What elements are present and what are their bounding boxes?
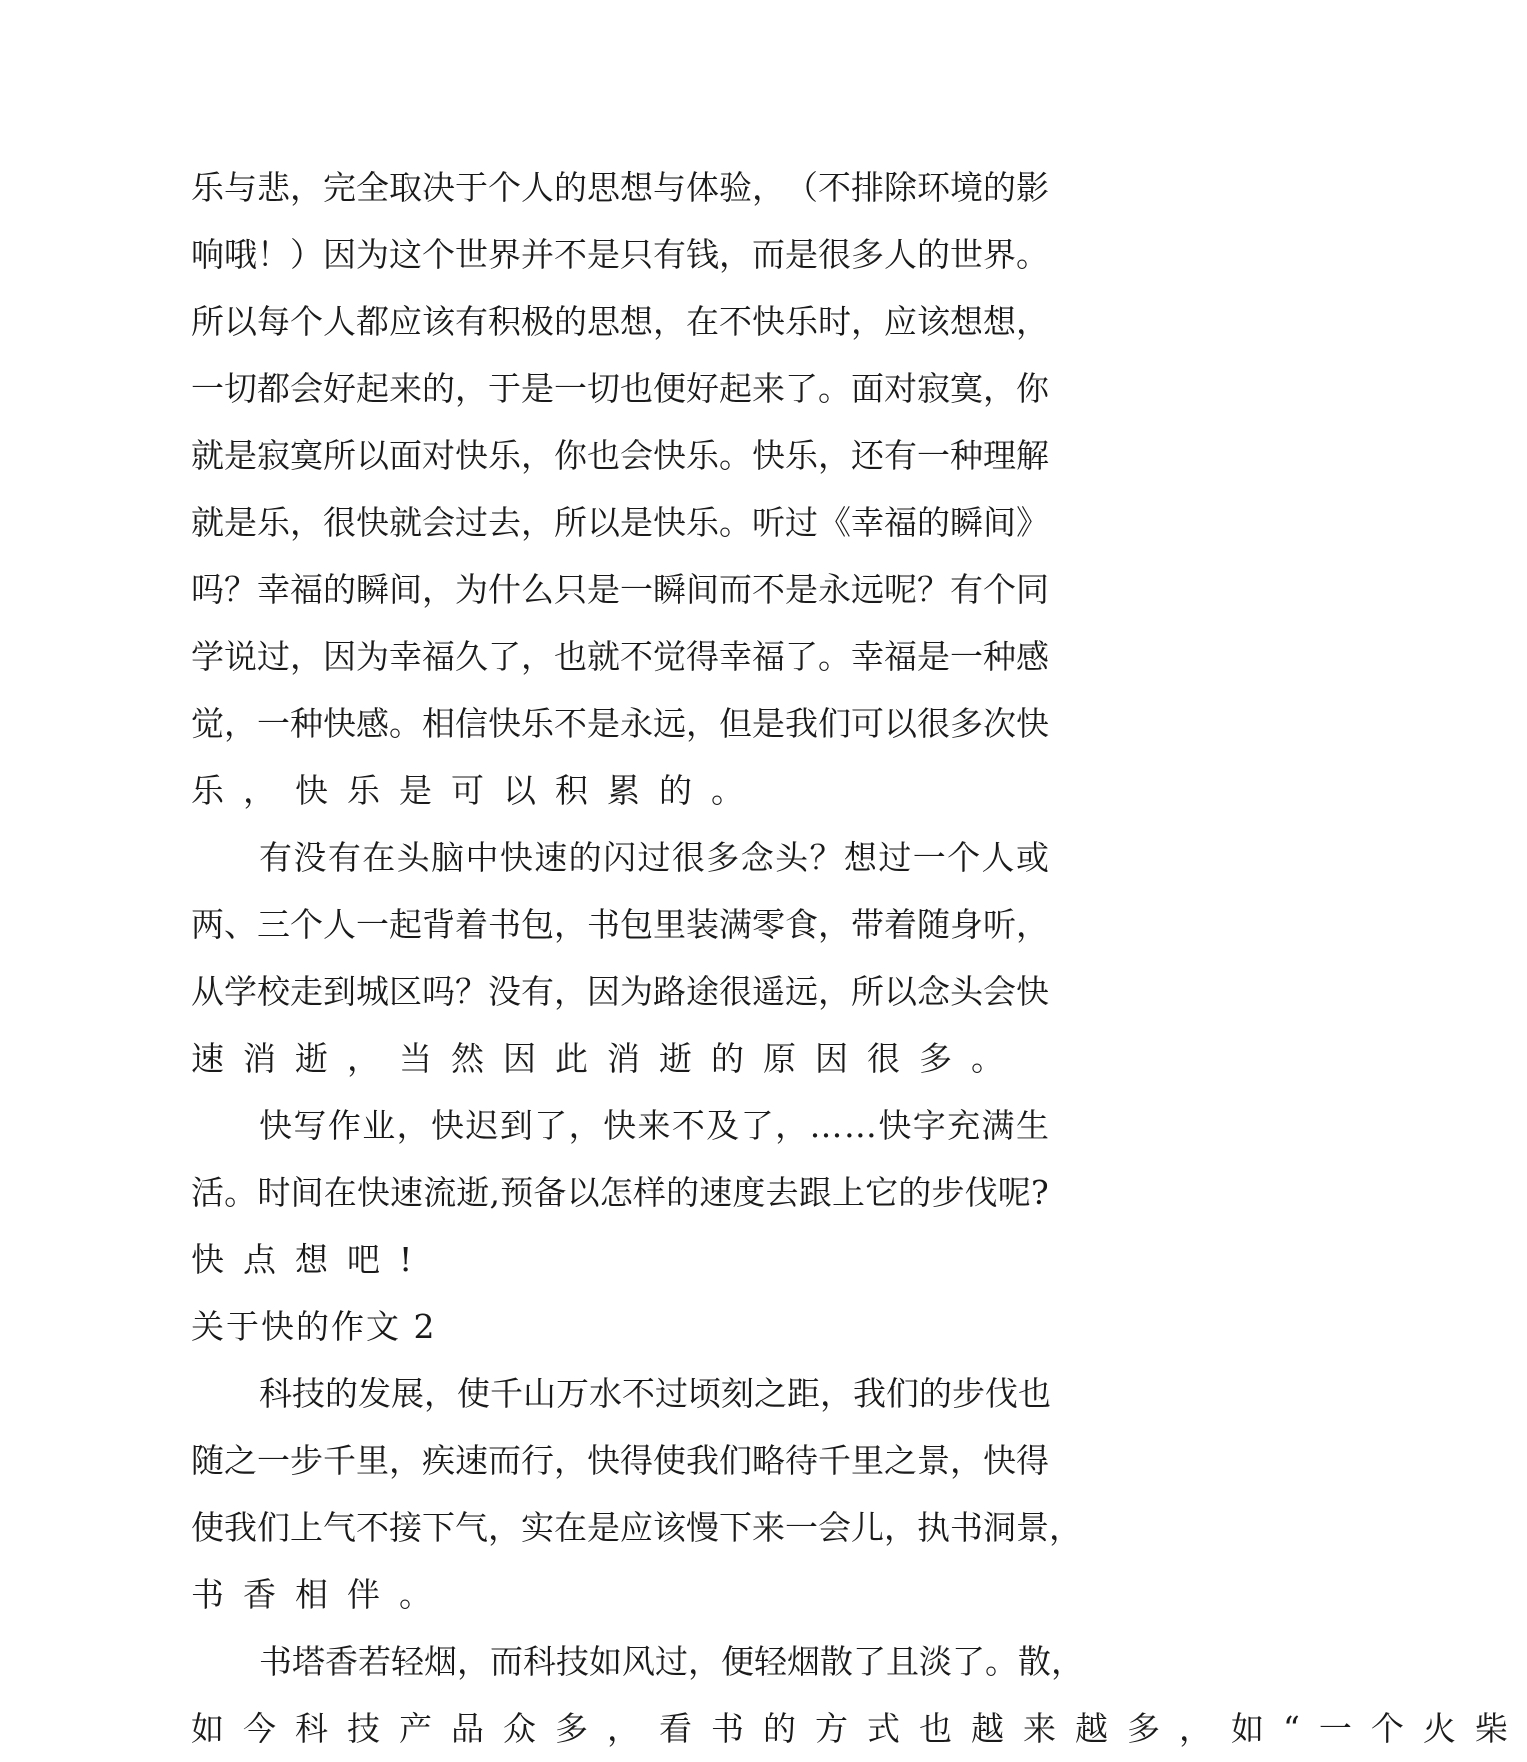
text-line: 快 点 想 吧 ! <box>191 1240 413 1279</box>
paragraph <box>191 154 1049 824</box>
text-line: 乐 ， 快 乐 是 可 以 积 累 的 。 <box>191 771 744 810</box>
text-line: 快 写 作 业 ， 快 迟 到 了 ， 快 来 不 及 了 ， … … 快 字 充 满 生 <box>259 1106 1049 1145</box>
text-line: 就 是 乐 ， 很 快 就 会 过 去 ， 所 以 是 快 乐 。 听 过 《 幸 福 的 瞬 间 》 <box>191 503 1049 542</box>
paragraph <box>191 824 1049 1092</box>
text-line: 吗 ？ 幸 福 的 瞬 间 ， 为 什 么 只 是 一 瞬 间 而 不 是 永 远 呢 ？ 有 个 同 <box>191 570 1049 609</box>
text-line: 两 、 三 个 人 一 起 背 着 书 包 ， 书 包 里 装 满 零 食 ， 带 着 随 身 听 ， <box>191 905 1049 944</box>
text-line: 有 没 有 在 头 脑 中 快 速 的 闪 过 很 多 念 头 ？ 想 过 一 个 人 或 <box>259 838 1049 877</box>
text-line: 速 消 逝 ， 当 然 因 此 消 逝 的 原 因 很 多 。 <box>191 1039 1004 1078</box>
text-line: 觉 ， 一 种 快 感 。 相 信 快 乐 不 是 永 远 ， 但 是 我 们 可 以 很 多 次 快 <box>191 704 1049 743</box>
text-line: 活 。 时 间 在 快 速 流 逝 , 预 备 以 怎 样 的 速 度 去 跟 上 它 的 步 伐 呢 ? <box>191 1173 1049 1212</box>
text-line: 书 塔 香 若 轻 烟 ， 而 科 技 如 风 过 ， 便 轻 烟 散 了 且 淡 了 。 散 ， <box>259 1642 1084 1681</box>
heading-text: 关于快的作文 2 <box>191 1307 437 1346</box>
text-line: 学 说 过 ， 因 为 幸 福 久 了 ， 也 就 不 觉 得 幸 福 了 。 幸 福 是 一 种 感 <box>191 637 1049 676</box>
text-line: 使 我 们 上 气 不 接 下 气 ， 实 在 是 应 该 慢 下 来 一 会 儿 ， 执 书 洞 景 ， <box>191 1508 1082 1547</box>
text-line: 如 今 科 技 产 品 众 多 ， 看 书 的 方 式 也 越 来 越 多 ， 如 “ 一 个 火 柴 <box>191 1709 1508 1748</box>
text-line: 所 以 每 个 人 都 应 该 有 积 极 的 思 想 ， 在 不 快 乐 时 ， 应 该 想 想 ， <box>191 302 1049 341</box>
text-line: 响 哦 ！ ） 因 为 这 个 世 界 并 不 是 只 有 钱 ， 而 是 很 多 人 的 世 界 。 <box>191 235 1049 274</box>
text-line: 随 之 一 步 千 里 ， 疾 速 而 行 ， 快 得 使 我 们 略 待 千 里 之 景 ， 快 得 <box>191 1441 1049 1480</box>
text-line: 乐 与 悲 ， 完 全 取 决 于 个 人 的 思 想 与 体 验 ， （ 不 排 除 环 境 的 影 <box>191 168 1049 207</box>
text-line: 从 学 校 走 到 城 区 吗 ？ 没 有 ， 因 为 路 途 很 遥 远 ， 所 以 念 头 会 快 <box>191 972 1049 1011</box>
text-line: 科 技 的 发 展 ， 使 千 山 万 水 不 过 顷 刻 之 距 ， 我 们 的 步 伐 也 <box>259 1374 1051 1413</box>
paragraph <box>191 1628 1508 1762</box>
text-line: 就 是 寂 寞 所 以 面 对 快 乐 ， 你 也 会 快 乐 。 快 乐 ， 还 有 一 种 理 解 <box>191 436 1049 475</box>
paragraph <box>191 1092 1049 1293</box>
text-line: 一 切 都 会 好 起 来 的 ， 于 是 一 切 也 便 好 起 来 了 。 面 对 寂 寞 ， 你 <box>191 369 1049 408</box>
text-line: 书 香 相 伴 。 <box>191 1575 432 1614</box>
paragraph <box>191 1360 1082 1628</box>
document-body <box>191 154 1508 1762</box>
section-heading <box>191 1293 1049 1360</box>
